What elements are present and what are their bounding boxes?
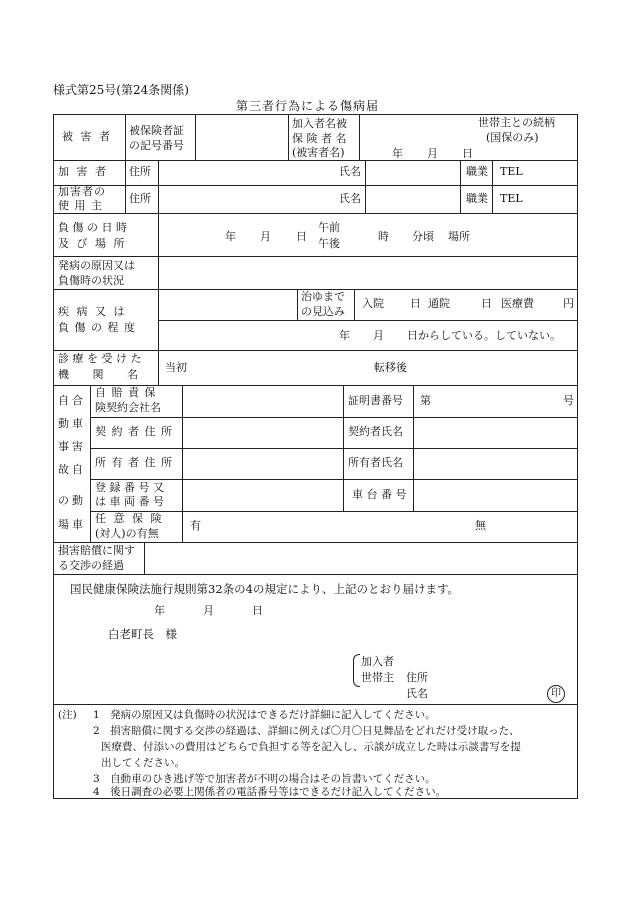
seal-icon: 印 xyxy=(547,685,565,703)
cause-label: 発病の原因又は xyxy=(58,259,135,272)
note-1: 1 発病の原因又は負傷時の状況はできるだけ詳細に記入してください。 xyxy=(93,709,436,721)
perpetrator-label: 加 害 者 xyxy=(58,165,108,178)
medical-institution-label: 診 療 を 受 け た xyxy=(58,352,142,365)
victim-label: 被 害 者 xyxy=(62,130,112,143)
note-3: 3 自動車のひき逃げ等で加害者が不明の場合はその旨書いてください。 xyxy=(93,773,436,785)
bracket-mark xyxy=(353,654,360,687)
insurer-label: 自 賠 責 保 xyxy=(95,386,157,399)
relation-label: 世帯主との続柄 xyxy=(478,116,555,129)
victim-date-year: 年 xyxy=(392,147,403,160)
note-4: 4 後日調査の必要上関係者の電話番号等はできるだけ記入してください。 xyxy=(93,786,447,798)
employer-label: 加害者の xyxy=(58,185,106,198)
form-number: 様式第25号(第24条関係) xyxy=(53,83,189,97)
severity-label: 疾 病 又 は xyxy=(58,305,127,318)
declaration-text: 国民健康保険法施行規則第32条の4の規定により、上記のとおり届けます。 xyxy=(70,582,460,596)
addressee: 白老町長 様 xyxy=(108,627,177,641)
note-2: 2 損害賠償に関する交渉の経過は、詳細に例えば〇月〇日見舞品をどれだけ受け取った、 xyxy=(93,725,520,737)
member-name-label: 加入者名被 xyxy=(292,117,347,130)
insurance-card-label: 被保険者証 xyxy=(129,124,184,137)
page-title: 第三者行為による傷病届 xyxy=(236,99,380,113)
negotiation-label: 損害賠償に関す xyxy=(58,544,135,557)
notes-header: (注) xyxy=(58,709,77,721)
injury-datetime-label: 負 傷 の 日 時 xyxy=(58,221,127,234)
